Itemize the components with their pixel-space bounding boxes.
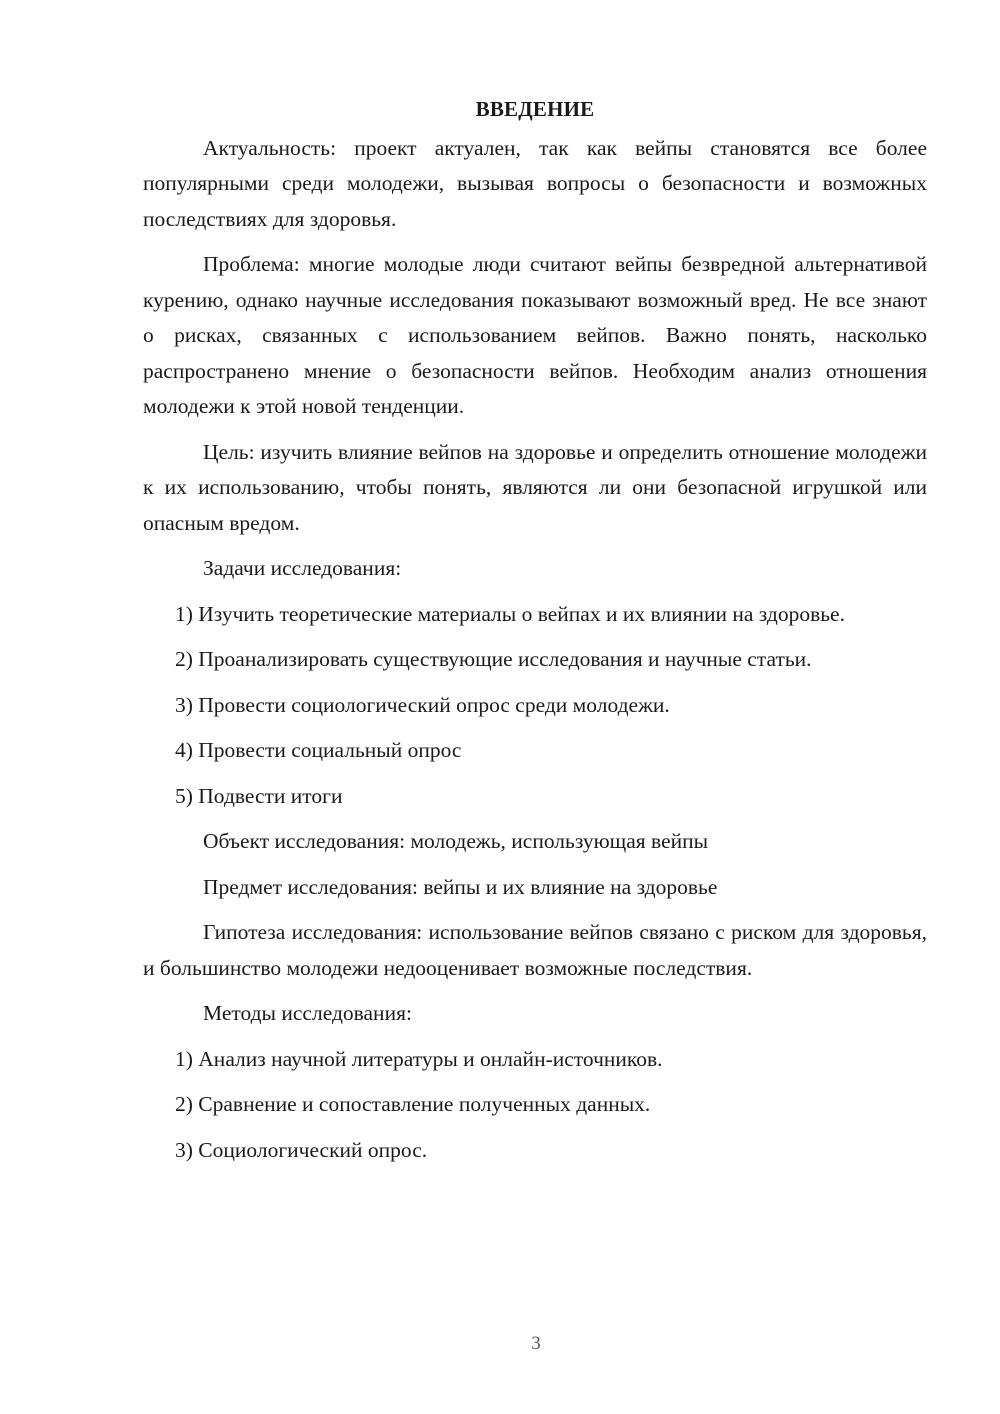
- document-page: [143, 92, 927, 1178]
- page-number: 3: [531, 1333, 541, 1354]
- method-item: 1) Анализ научной литературы и онлайн-источников.: [175, 1046, 663, 1071]
- task-item: 4) Провести социальный опрос: [175, 738, 462, 762]
- goal-paragraph: Цель: изучить влияние вейпов на здоровье и определить отношение молодежи к их использованию, чтобы понять, являются ли они безопасной игрушкой или опасным вредом.: [143, 439, 927, 535]
- method-item: 3) Социологический опрос.: [175, 1137, 428, 1162]
- object-line: Объект исследования: молодежь, использующая вейпы: [203, 829, 709, 853]
- problem-paragraph: Проблема: многие молодые люди считают вейпы безвредной альтернативой курению, однако научные исследования показывают возможный вред. Не все знают о рисках, связанных с использованием вейпов. Важно понять, насколько распространено мнение о безопасности вейпов. Необходим анализ отношения молодежи к этой новой тенденции.: [143, 252, 927, 418]
- tasks-heading: Задачи исследования:: [203, 556, 402, 580]
- task-item: 3) Провести социологический опрос среди молодежи.: [175, 692, 670, 717]
- method-item: 2) Сравнение и сопоставление полученных данных.: [175, 1092, 651, 1116]
- section-title: ВВЕДЕНИЕ: [475, 97, 595, 121]
- task-item: 5) Подвести итоги: [175, 783, 343, 808]
- task-item: 2) Проанализировать существующие исследования и научные статьи.: [175, 647, 812, 671]
- hypothesis-paragraph: Гипотеза исследования: использование вейпов связано с риском для здоровья, и большинство молодежи недооценивает возможные последствия.: [143, 920, 927, 980]
- methods-heading: Методы исследования:: [203, 1001, 412, 1025]
- subject-line: Предмет исследования: вейпы и их влияние на здоровье: [203, 874, 718, 899]
- task-item: 1) Изучить теоретические материалы о вейпах и их влиянии на здоровье.: [175, 601, 845, 626]
- relevance-paragraph: Актуальность: проект актуален, так как вейпы становятся все более популярными среди молодежи, вызывая вопросы о безопасности и возможных последствиях для здоровья.: [143, 135, 927, 231]
